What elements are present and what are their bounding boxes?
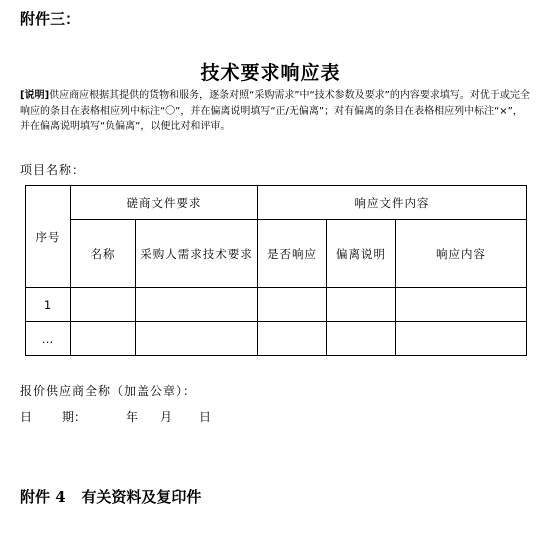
attachment-heading: 附件三：: [20, 10, 81, 28]
table-cell[interactable]: [136, 288, 258, 322]
instruction-note: [20, 88, 532, 135]
quoter-name-label: 报价供应商全称（加盖公章）：: [20, 384, 197, 398]
table-cell[interactable]: [396, 322, 527, 356]
date-label-qi: 期：: [62, 410, 87, 424]
date-day-label: 日: [199, 410, 212, 424]
table-cell[interactable]: [396, 288, 527, 322]
date-label-ri: 日: [20, 410, 33, 424]
header-seq: 序号: [26, 186, 71, 288]
header-tender-requirements: 磋商文件要求: [71, 186, 258, 220]
table-row: [26, 288, 527, 322]
header-response-content: 响应文件内容: [258, 186, 527, 220]
note-label: [说明]: [20, 90, 50, 101]
row-seq: 1: [26, 288, 71, 322]
table-cell[interactable]: [258, 288, 327, 322]
table-cell[interactable]: [71, 322, 136, 356]
header-response-detail: 响应内容: [396, 220, 527, 288]
project-name-label: 项目名称：: [20, 163, 86, 177]
page-title: 技术要求响应表: [200, 62, 341, 84]
table-cell[interactable]: [327, 288, 396, 322]
header-deviation-note: 偏离说明: [327, 220, 396, 288]
table-cell[interactable]: [71, 288, 136, 322]
table-cell[interactable]: [136, 322, 258, 356]
table-cell[interactable]: [327, 322, 396, 356]
row-seq: …: [26, 322, 71, 356]
header-technical-requirements: 采购人需求技术要求: [136, 220, 258, 288]
date-month-label: 月: [160, 410, 173, 424]
table-row: [26, 322, 527, 356]
header-name: 名称: [71, 220, 136, 288]
table-cell[interactable]: [258, 322, 327, 356]
response-table: [25, 185, 527, 356]
appendix-heading: 附件 4 有关资料及复印件: [20, 488, 202, 506]
note-text: 供应商应根据其提供的货物和服务，逐条对照“采购需求”中“技术参数及要求”的内容要求填写。对优于或完全响应的条目在表格相应列中标注“〇”，并在偏离说明填写“正/无偏离”；对有偏离的条目在表格相应列中标注“×”，并在偏离说明填写“负偏离”，以便比对和评审。: [20, 90, 530, 132]
header-is-response: 是否响应: [258, 220, 327, 288]
date-year-label: 年: [126, 410, 139, 424]
